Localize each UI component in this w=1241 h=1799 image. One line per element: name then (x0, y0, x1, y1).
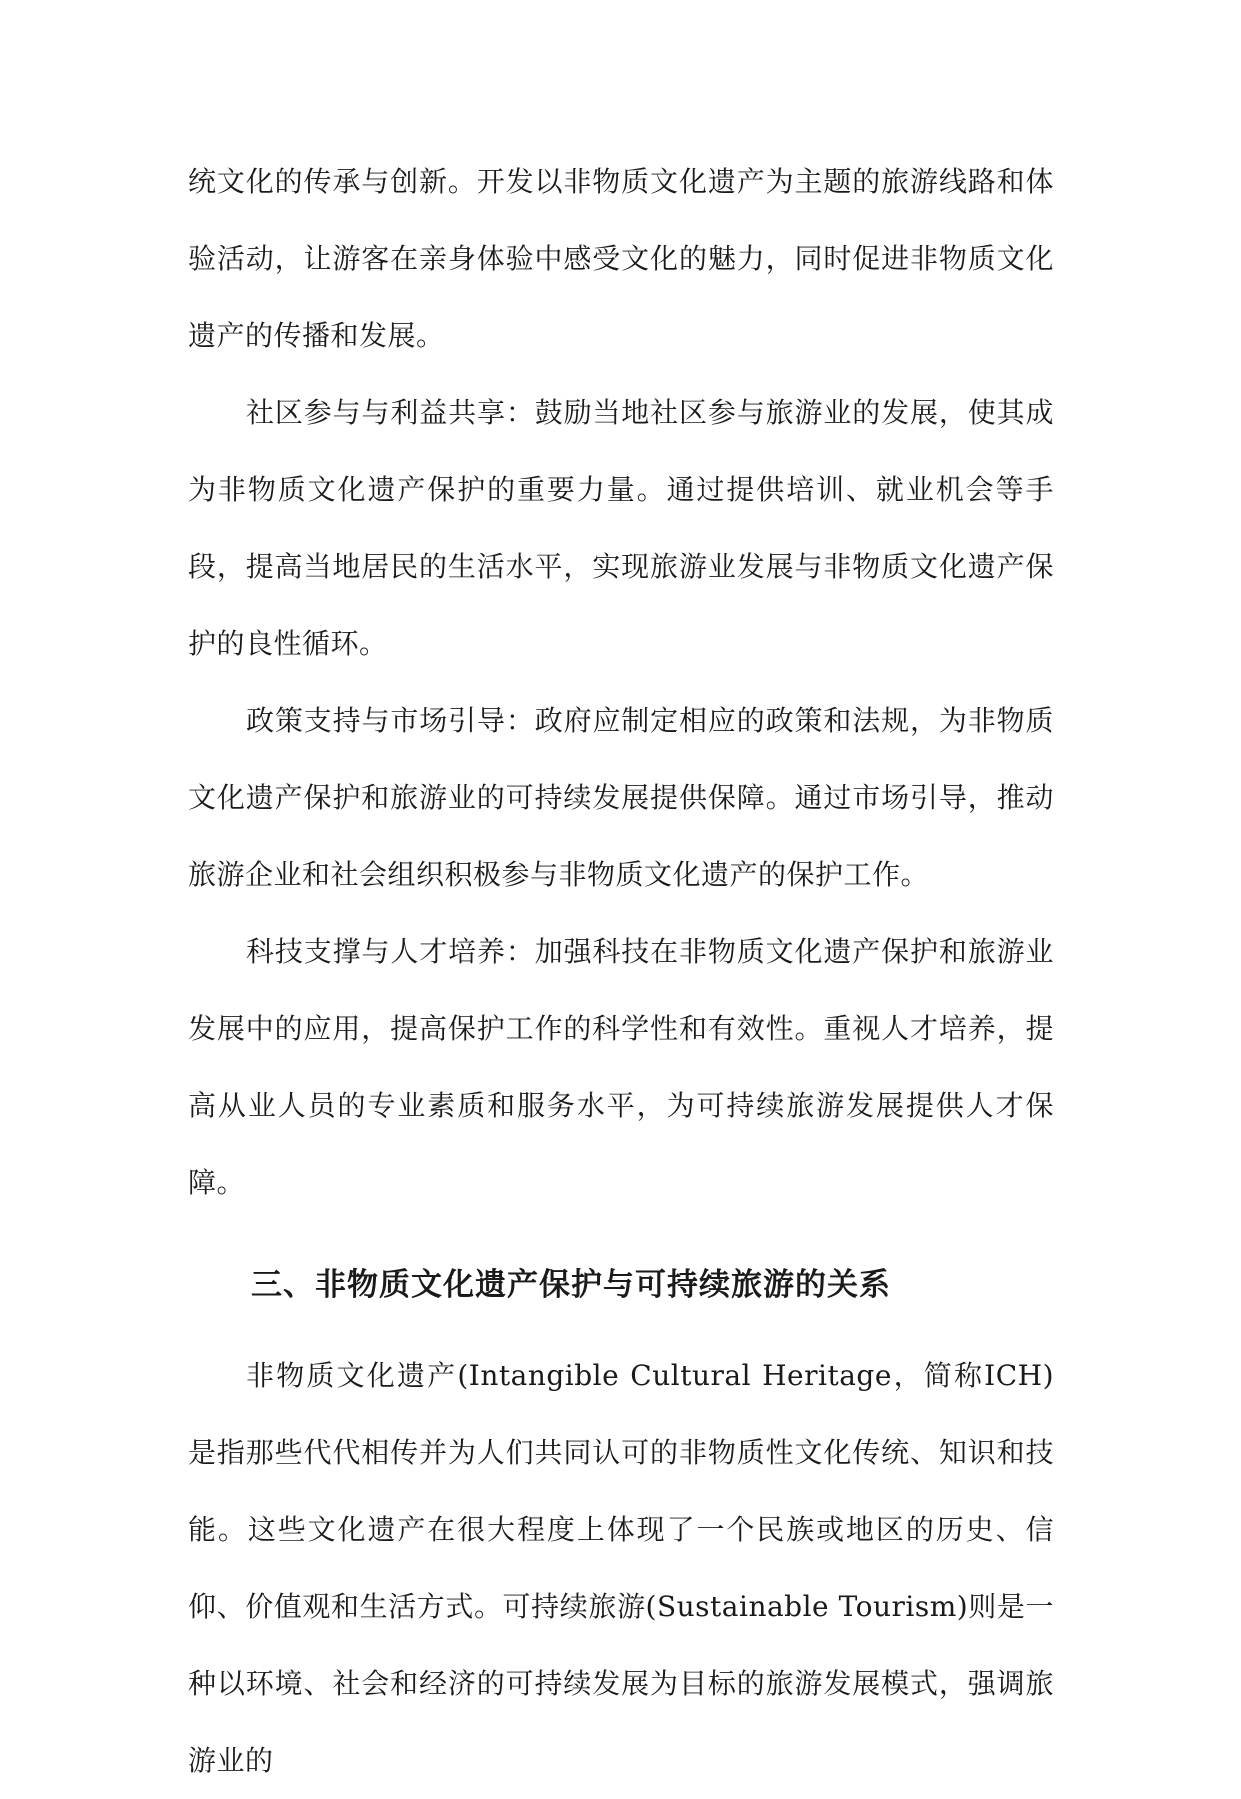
paragraph-community-participation: 社区参与与利益共享：鼓励当地社区参与旅游业的发展，使其成为非物质文化遗产保护的重要力量。通过提供培训、就业机会等手段，提高当地居民的生活水平，实现旅游业发展与非物质文化遗产保护的良性循环。 (188, 396, 1054, 660)
paragraph-continuation: 统文化的传承与创新。开发以非物质文化遗产为主题的旅游线路和体验活动，让游客在亲身体验中感受文化的魅力，同时促进非物质文化遗产的传播和发展。 (188, 165, 1054, 352)
section-heading: 三、非物质文化遗产保护与可持续旅游的关系 (251, 1267, 891, 1303)
paragraph-ich-definition: 非物质文化遗产(Intangible Cultural Heritage，简称ICH)是指那些代代相传并为人们共同认可的非物质性文化传统、知识和技能。这些文化遗产在很大程度上体现了一个民族或地区的历史、信仰、价值观和生活方式。可持续旅游(Sustainable Tourism)则是一种以环境、社会和经济的可持续发展为目标的旅游发展模式，强调旅游业的 (188, 1359, 1054, 1777)
document-body (188, 143, 1054, 1799)
paragraph-technology-support: 科技支撑与人才培养：加强科技在非物质文化遗产保护和旅游业发展中的应用，提高保护工作的科学性和有效性。重视人才培养，提高从业人员的专业素质和服务水平，为可持续旅游发展提供人才保障。 (188, 935, 1054, 1199)
paragraph-policy-support: 政策支持与市场引导：政府应制定相应的政策和法规，为非物质文化遗产保护和旅游业的可持续发展提供保障。通过市场引导，推动旅游企业和社会组织积极参与非物质文化遗产的保护工作。 (188, 704, 1054, 891)
